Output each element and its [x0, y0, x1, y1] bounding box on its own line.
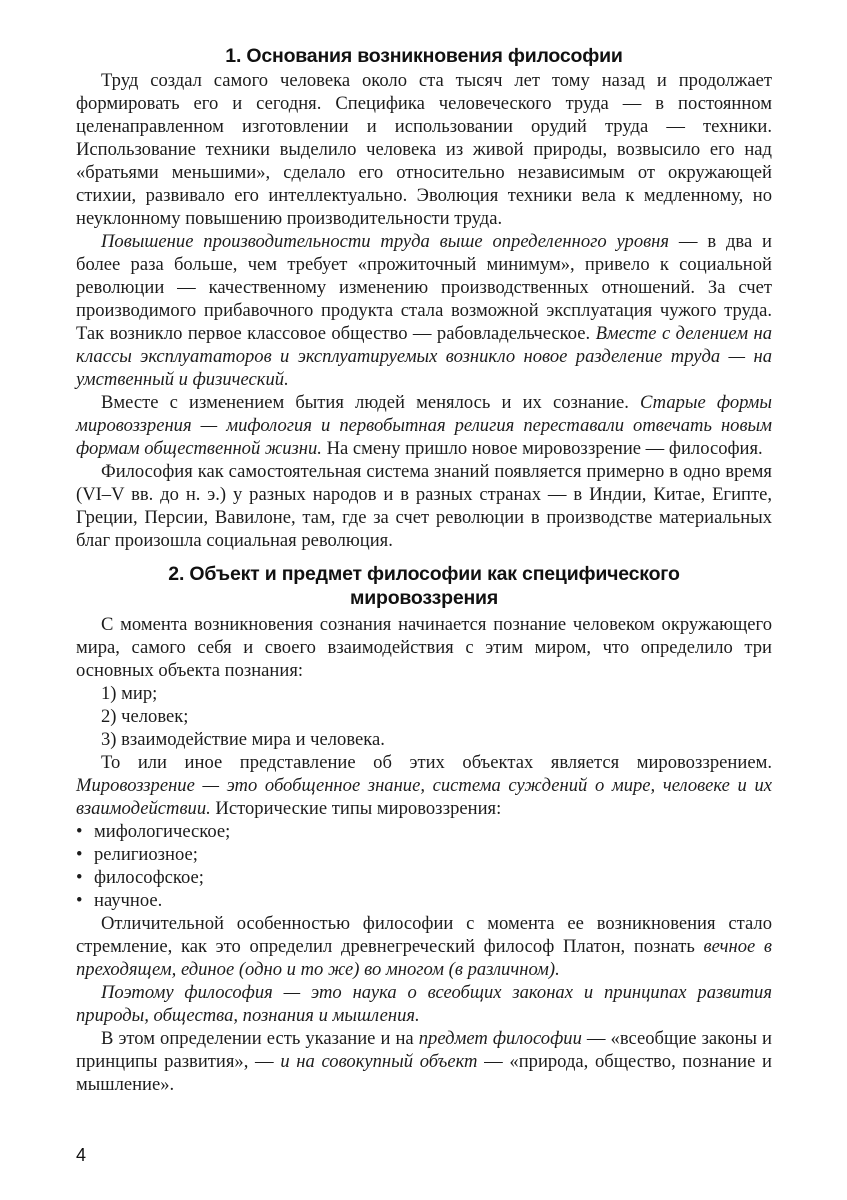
paragraph	[76, 391, 772, 460]
text-run: Исторические типы мировоззрения:	[210, 798, 502, 819]
list-item	[76, 843, 772, 866]
objects-list	[76, 682, 772, 751]
section-1-heading: 1. Основания возникновения философии	[225, 45, 623, 67]
list-item: 3) взаимодействие мира и человека.	[101, 729, 385, 750]
paragraph	[76, 460, 772, 552]
paragraph	[76, 230, 772, 391]
section-2-heading	[76, 562, 772, 610]
list-item-text: мифологическое;	[94, 821, 231, 842]
italic-text-run: Вместе с делением на классы эксплуататоров и эксплуатируемых возникло новое разделение труда — на умственный и физический.	[76, 323, 772, 390]
page-number: 4	[76, 1145, 87, 1165]
section-2-heading-line-2: мировоззрения	[349, 587, 499, 609]
bullet-icon: •	[76, 821, 83, 842]
text-run: На смену пришло новое мировоззрение — философия.	[321, 438, 763, 459]
text-run: С момента возникновения сознания начинается познание человеком окружающего мира, самого себя и своего взаимодействия с этим миром, что определило три основных объекта познания:	[76, 614, 772, 681]
text-run: Вместе с изменением бытия людей менялось и их сознание.	[101, 392, 641, 413]
paragraph	[76, 613, 772, 682]
text-run: Отличительной особенностью философии с момента ее возникновения стало стремление, как это определил древнегреческий философ Платон, познать	[76, 913, 772, 957]
bullet-icon: •	[76, 844, 83, 865]
italic-text-run: вечное в преходящем, единое (одно и то же) во многом (в различном).	[76, 936, 772, 980]
text-run: — в два и более раза больше, чем требует «прожиточный минимум», привело к социальной революции — качественному изменению производственных отношений. За счет производимого прибавочного продукта стала возможной эксплуатация чужого труда. Так возникло первое классовое общество — рабовладельческое.	[76, 231, 772, 344]
paragraph	[76, 1027, 772, 1096]
text-run: В этом определении есть указание и на	[101, 1028, 419, 1049]
text-run: — «природа, общество, познание и мышление».	[76, 1051, 772, 1095]
italic-text-run: Мировоззрение — это обобщенное знание, система суждений о мире, человеке и их взаимодействии.	[76, 775, 772, 819]
section-2-heading-line-1: 2. Объект и предмет философии как специфического	[168, 563, 680, 585]
list-item: 2) человек;	[101, 706, 189, 727]
bullet-icon: •	[76, 867, 83, 888]
italic-text-run: предмет философии	[418, 1028, 582, 1049]
italic-text-run: Старые формы мировоззрения — мифология и первобытная религия переставали отвечать новым формам общественной жизни.	[76, 392, 772, 459]
section-2-body	[76, 613, 772, 1096]
list-item-text: философское;	[94, 867, 204, 888]
italic-text-run: Повышение производительности труда выше определенного уровня	[101, 231, 670, 252]
list-item	[76, 889, 772, 912]
list-item	[76, 820, 772, 843]
paragraph	[76, 69, 772, 230]
text-run: Философия как самостоятельная система знаний появляется примерно в одно время (VI–V вв. до н. э.) у разных народов и в разных странах — в Индии, Китае, Египте, Греции, Персии, Вавилоне, там, где за счет революции в производстве материальных благ произошла социальная революция.	[76, 461, 772, 551]
bullet-icon: •	[76, 890, 83, 911]
list-item-text: религиозное;	[94, 844, 198, 865]
text-run: Труд создал самого человека около ста тысяч лет тому назад и продолжает формировать его и сегодня. Специфика человеческого труда — в постоянном целенаправленном изготовлении и использовании орудий труда — техники. Использование техники выделило человека из живой природы, возвысило его над «братьями меньшими», сделало его относительно независимым от окружающей стихии, развивало его интеллектуально. Эволюция техники вела к медленному, но неуклонному повышению производительности труда.	[76, 70, 772, 229]
italic-text-run: и на совокупный объект	[280, 1051, 478, 1072]
section-1-body	[76, 69, 772, 552]
document-page	[76, 44, 772, 1096]
list-item: 1) мир;	[101, 683, 158, 704]
paragraph	[76, 912, 772, 981]
text-run: — «всеобщие законы и принципы развития», —	[76, 1028, 773, 1072]
paragraph	[76, 751, 772, 820]
worldview-types-list	[76, 820, 772, 912]
text-run: То или иное представление об этих объектах является мировоззрением.	[101, 752, 772, 773]
list-item	[76, 866, 772, 889]
italic-text-run: Поэтому философия — это наука о всеобщих законах и принципах развития природы, общества, познания и мышления.	[76, 982, 772, 1026]
list-item-text: научное.	[94, 890, 163, 911]
definition-paragraph	[76, 981, 772, 1027]
